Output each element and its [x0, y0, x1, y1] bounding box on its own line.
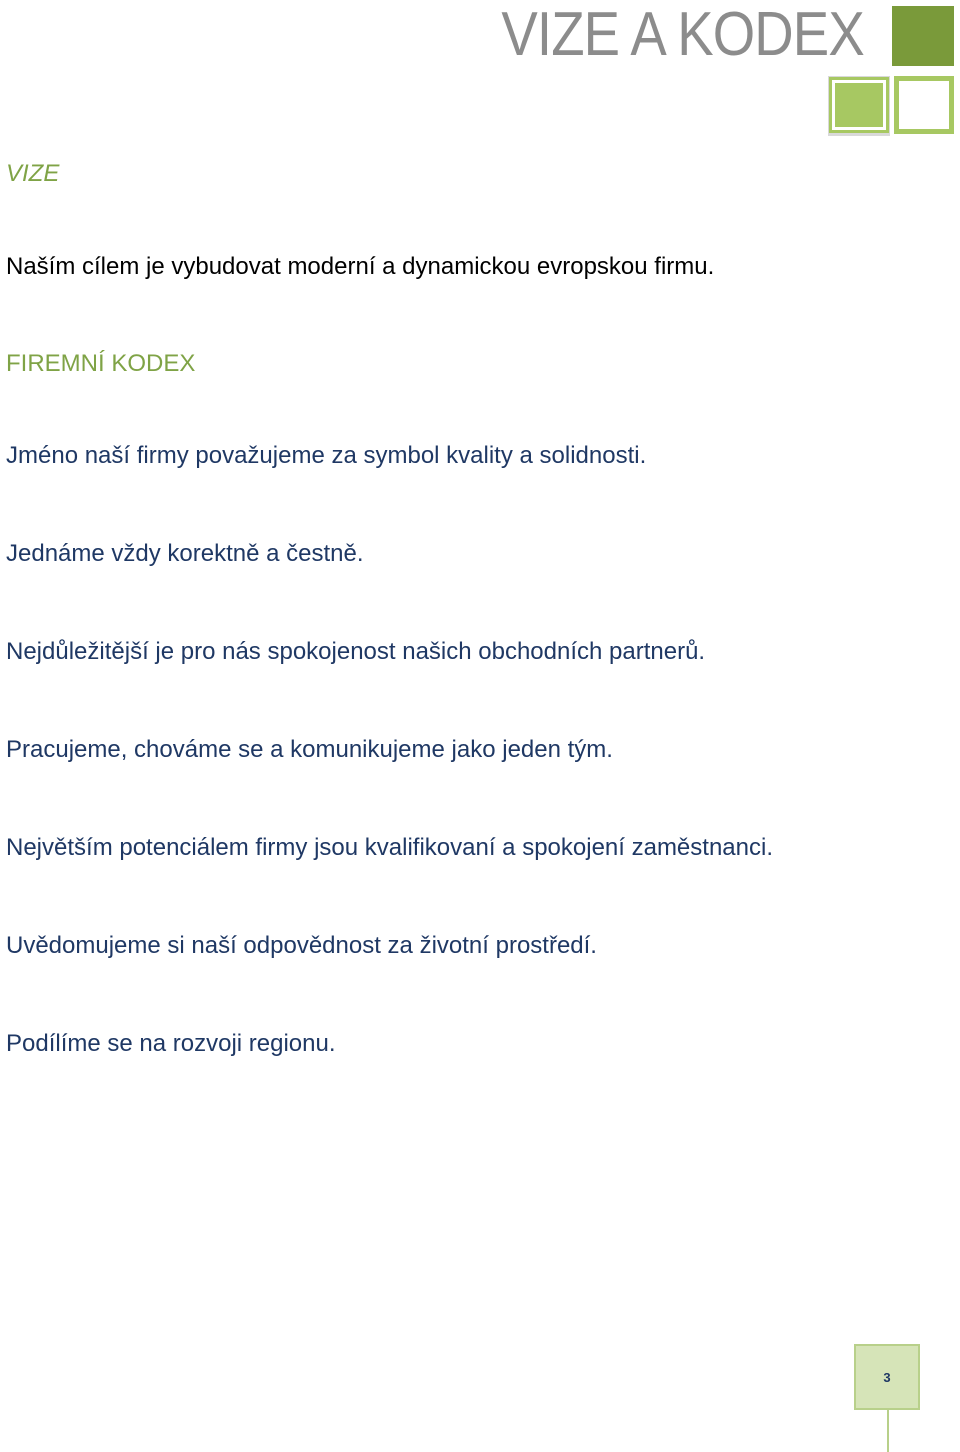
page-number-rule — [887, 1410, 889, 1452]
page-title: VIZE A KODEX — [501, 0, 864, 69]
page-number-box — [854, 1344, 920, 1410]
code-heading: FIREMNÍ KODEX — [6, 350, 196, 377]
code-item: Uvědomujeme si naší odpovědnost za životní prostředí. — [6, 932, 597, 959]
code-item: Jméno naší firmy považujeme za symbol kvality a solidnosti. — [6, 442, 647, 469]
vision-text: Naším cílem je vybudovat moderní a dynamickou evropskou firmu. — [6, 253, 715, 280]
vision-heading: VIZE — [6, 160, 60, 187]
code-item: Pracujeme, chováme se a komunikujeme jako jeden tým. — [6, 736, 613, 763]
page-number: 3 — [883, 1369, 891, 1385]
code-item: Podílíme se na rozvoji regionu. — [6, 1030, 336, 1057]
code-item: Nejdůležitější je pro nás spokojenost našich obchodních partnerů. — [6, 638, 706, 665]
logo-square-top — [892, 6, 954, 66]
logo-square-right — [894, 76, 954, 134]
code-item: Největším potenciálem firmy jsou kvalifikovaní a spokojení zaměstnanci. — [6, 834, 773, 861]
company-logo-icon — [826, 6, 960, 136]
logo-square-left — [832, 80, 886, 130]
code-item: Jednáme vždy korektně a čestně. — [6, 540, 364, 567]
